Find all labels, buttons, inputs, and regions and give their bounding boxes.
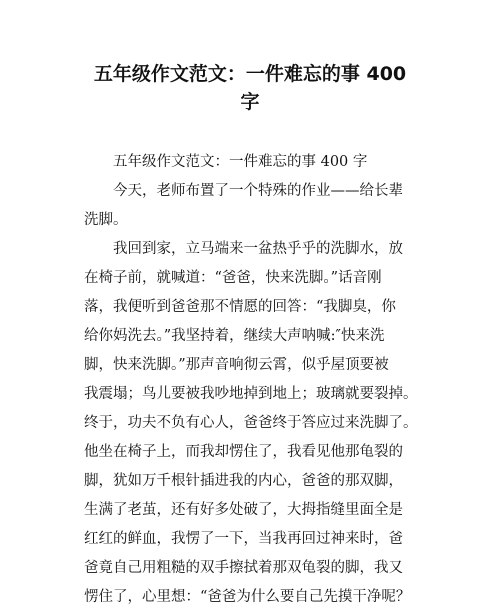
body-line: 给你妈洗去。”我坚持着，继续大声呐喊:″快来洗 xyxy=(84,328,385,344)
body-line: 爸竟自己用粗糙的双手擦拭着那双龟裂的脚，我又 xyxy=(84,560,403,576)
document-title-line-1: 五年级作文范文：一件难忘的事 400 xyxy=(93,63,407,85)
body-line: 终于，功夫不负有心人，爸爸终于答应过来洗脚了。 xyxy=(84,415,418,431)
body-line: 脚，犹如万千根针插进我的内心，爸爸的那双脚， xyxy=(84,473,403,489)
body-line: 红红的鲜血，我愣了一下，当我再回过神来时，爸 xyxy=(84,531,403,547)
document-title-line-2: 字 xyxy=(240,91,260,113)
body-line: 他坐在椅子上，而我却愣住了，我看见他那龟裂的 xyxy=(84,444,403,460)
body-line: 愣住了，心里想：“爸爸为什么要自己先摸干净呢？ xyxy=(84,589,411,605)
body-line: 五年级作文范文：一件难忘的事 400 字 xyxy=(113,154,368,170)
body-line: 洗脚。 xyxy=(84,212,128,228)
body-line: 落，我便听到爸爸那不情愿的回答：“我脚臭，你 xyxy=(84,299,396,315)
document-body xyxy=(84,148,434,612)
body-line: 我回到家，立马端来一盆热乎乎的洗脚水，放 xyxy=(113,241,403,257)
body-line: 今天，老师布置了一个特殊的作业——给长辈 xyxy=(113,183,403,199)
document-title xyxy=(60,60,440,116)
body-line: 生满了老茧，还有好多处破了，大拇指缝里面全是 xyxy=(84,502,403,518)
body-line: 脚，快来洗脚。”那声音响彻云霄，似乎屋顶要被 xyxy=(84,357,389,373)
body-line: 在椅子前，就喊道：“爸爸，快来洗脚。”话音刚 xyxy=(84,270,382,286)
body-line: 我震塌；鸟儿要被我吵地掉到地上；玻璃就要裂掉。 xyxy=(84,386,418,402)
